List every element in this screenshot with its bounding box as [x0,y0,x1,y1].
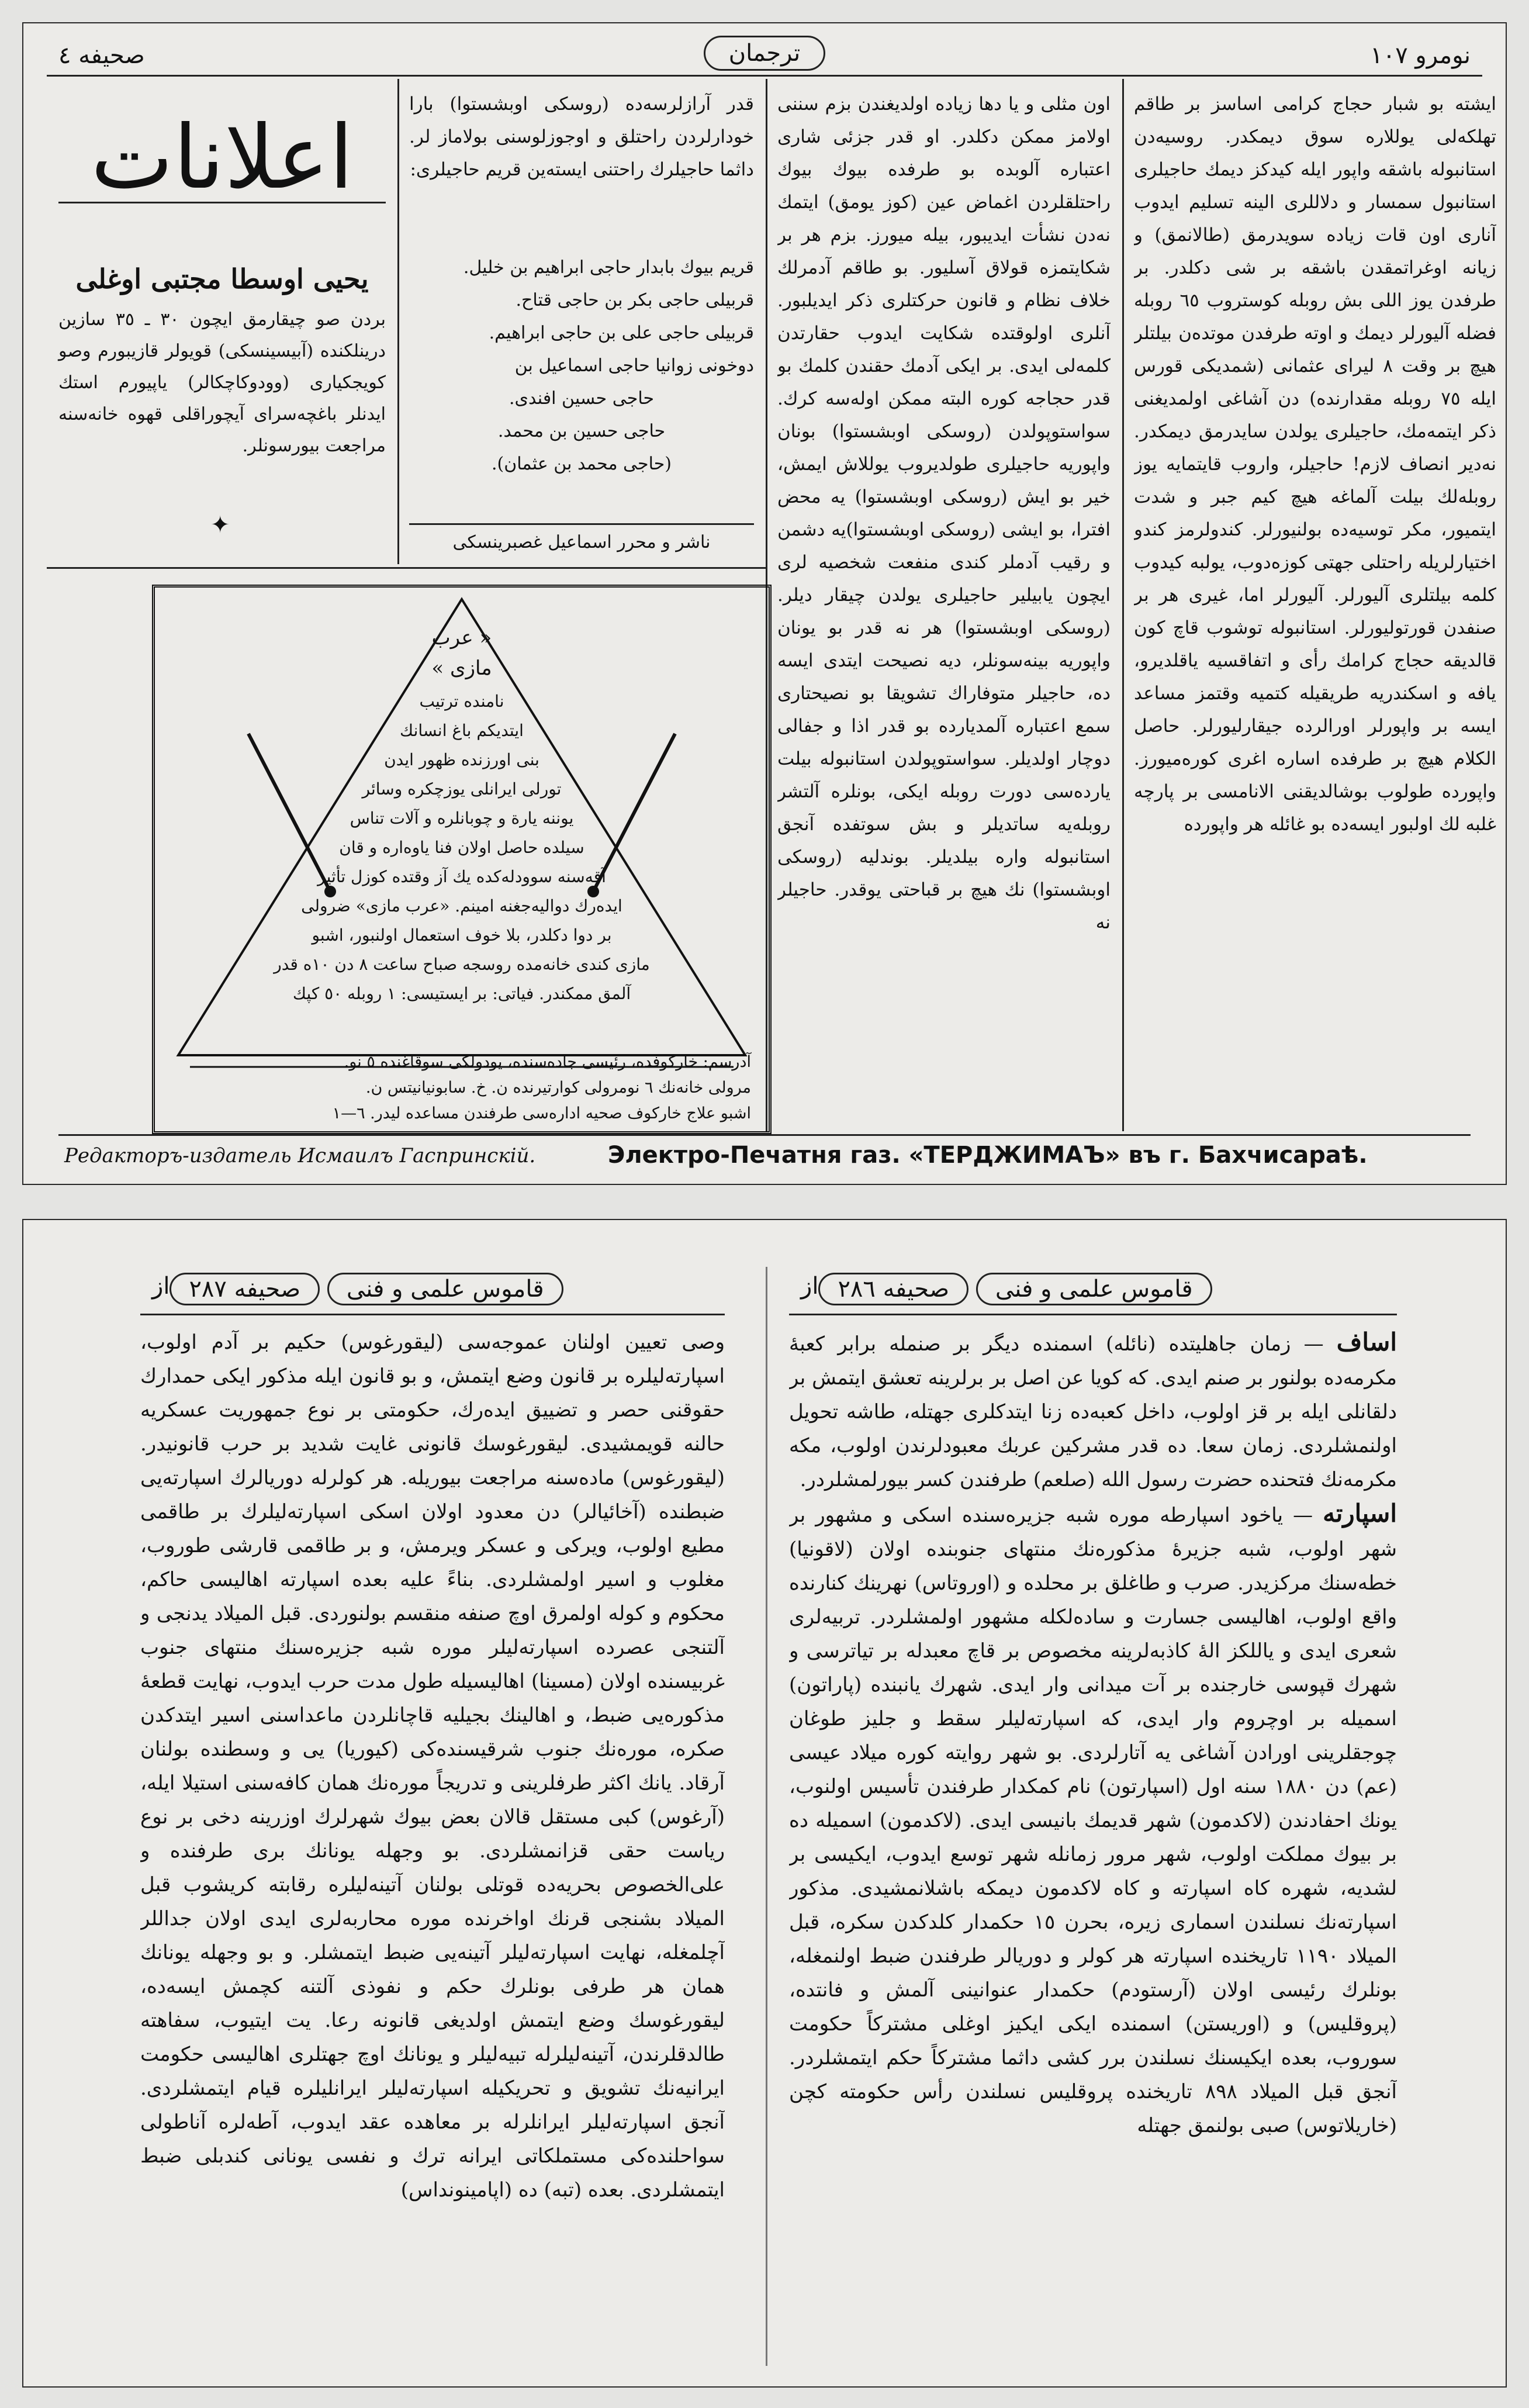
entry-text: — ياخود اسپارطه موره شبه جزيره‌سنده اسكى و مشهور بر شهر اولوب، شبه جزيرهٔ مذكوره‌نك منتهاى جنوبنده اولان (لاقونيا) خطه‌سنك مركزيدر. صرب و طاغلق بر محلده و (اوروتاس) نهرينك كنارنده واقع اولوب، اهاليسى جسارت و ساده‌لكله مشهور اولمشلردر. تربيه‌لرى شعرى ايدى و ياللكز الهٔ كاذبه‌لرينه مخصوص بر قاچ معبدله بر تياترسى و شهرك قپوسى خارجنده بر آت ميدانى وار ايدى. شهرك يانبنده (پاراتون) اسميله بر اوچروم وار ايدى، كه اسپارته‌ليلر سقط و جليز طوغان چوجقلرينى اورادن آشاغى يه آتارلردى. بو شهر روايته كوره ميلاد عيسى (عم) دن ١٨٨٠ سنه اول (اسپارتون) نام كمكدار طرفندن تأسيس اولنوب، يونك احفادندن (لاكدمون) شهر قديمك بانيسى ايدى. (لاكدمون) اسميله ده بر بيوك مملكت اولوب، شهر مرور زمانله شهر توسع ايدوب، ايكيسى بر لشديه، شهره كاه اسپارته و كاه لاكدمون ديمكه باشلانمشيدى. مذكور اسپارته‌نك نسلندن اسمارى زيره، بحرن ١٥ حكمدار كلدكدن سكره، قبل الميلاد ١١٩٠ تاريخنده اسپارته هر كولر و دوريالر طرفندن ضبط اولنمغله، بونلرك رئيسى اولان (آرستودم) حكمدار عنوانينى آلمش و فانتده، (پروقليس) و (اوريستن) اسمنده ايكى ايكيز اوغلى مشتركاً حكومت سوروب، بعده ايكيسنك نسلندن برر كشى داثما مشتركاً حكم ايتمشلردر. آنجق قبل الميلاد ٨٩٨ تاريخنده پروقليس نسلندن رأس حكومته كچن (خاريلاتوس) صبى بولنمق جهتله [789,1504,1397,2137]
signer: حاجى حسين افندى. [509,388,654,409]
page-number: صحيفه ٢٨٧ [169,1273,320,1305]
section-rule [47,567,766,569]
right-page-header [801,1273,1385,1310]
remedy-line: آقه‌سنه سوودله‌كده يك آز وقتده كوزل تأثير [317,867,606,886]
press-imprint: Электро-Печатня газ. «ТЕРДЖИМАЪ» въ г. Бахчисараѣ. [608,1142,1368,1169]
signer: قريم بيوك بابدار حاجى ابراهيم بن خليل. [463,257,754,278]
section-marker: از [801,1273,819,1300]
newspaper-page [22,22,1507,1185]
editor-imprint: Редакторъ-издатель Исмаилъ Гаспринскій. [64,1144,536,1167]
remedy-line: سيلده حاصل اولان فنا ياوه‌اره و قان [339,838,584,857]
signer: (حاجى محمد بن عثمان). [492,454,672,474]
page-number: صحيفه ٢٨٦ [818,1273,968,1305]
right-page-text [789,1325,1397,2366]
signer: حاجى حسين بن محمد. [497,421,666,441]
header-rule [140,1314,725,1315]
section-marker: از [152,1273,170,1300]
remedy-heading-line: « عرب [431,626,492,649]
remedy-line: آلمق ممكندر. فياتى: بر ايستيسى: ١ روبله ٥٠ كپك [292,984,631,1003]
ad-body: بردن صو چيقارمق ايچون ٣٠ ـ ٣٥ سازين درينلكنده (آبيسينسكى) قويولر قازيبورم وصو كويجكيارى (وودوكاچكالر) ياپيورم استك ايدنلر باغچه‌سراى آيچوراقلى قهوه خانه‌سنه مراجعت بيورسونلر. [58,309,386,456]
remedy-line: نامنده ترتيب [419,692,504,711]
remedy-line: بر دوا دكلدر، بلا خوف استعمال اولنبور، اشبو [312,925,612,945]
address-line: اشبو علاج خاركوف صحيه اداره‌سى طرفندن مساعده ليدر. ٦—١ [332,1104,751,1122]
ads-title: اعلانات [91,107,354,209]
dictionary-title: قاموس علمى و فنى [976,1273,1212,1305]
article-column-2: اون مثلى و يا دها زياده اولديغندن بزم سننى اولامز ممكن دكلدر. او قدر جزئى شارى اعتباره آلوبده بو طرفده بيوك بيوك راحتلقلردن اغماض عين (كوز يومق) ايتمك نه‌دن نشأت ايديبور، بيله ميورز. بزم هر بر شكايتمزه قولاق آسليور. بو طاقم آدمرلك خلاف نظام و قانون حركتلرى ذكر ايديلبور. آنلرى اولوقتده شكايت ايدوب حقارتدن كلمه‌لى ايدى. بر ايكى آدمك حقندن كلمك بو قدر حجاجه كوره البته ممكن اوله‌سه كرك. سواستوپولدن (روسكى اوبشستوا) بونان واپوريه حاجيلرى طولديروب يوللاش ايمش، خير بو ايش (روسكى اوبشستوا) يه محض افترا، بو ايشى (روسكى اوبشستوا)يه دشمن و رقيب آدملر كندى منفعت شخصيه لرى ايچون يابيلير حاجيلرى يولدن چيقار ديلر. (روسكى اوبشستوا) هر نه قدر بو يونان واپوريه بينه‌سونلر، ديه نصيحت ايتدى ايسه ده، حاجيلر متوفاراك تشويقا بو نصيحتارى سمع اعتباره آلمديارده بو قدر اذا و جفالى دوچار اولديلر. سواستوپولدن استانبوله بيلت يارده‌سى دورت روبله ايكى، بونلره آلتشر روبله‌يه ساتديلر و بش سوتفده آنجق استانبوله واره بيلديلر. بوندليه (روسكى اوبشستوا) نك هيچ بر قباحتى يوقدر. حاجيلر نه [777,94,1111,933]
article-column-1: ايشته بو شبار حجاج كرامى اساسز بر طاقم تهلكه‌لى يوللاره سوق ديمكدر. روسيه‌دن استانبوله باشقه واپور ايله كيدكز ديمك حاجيلرى استانبول سمسار و دلاللرى الينه تسليم ايدوب آنارى اون قات زياده سويدرمق (طالانمق) و زيانه اوغراتمقدن باشقه بر شى دكلدر. بر طرفدن يوز اللى بش روبله كوستروب ٦٥ روبله فضله آليورلر ديمك و اوته طرفدن موتده‌ن بيلتلر هيچ بر وقت ٨ ليراى عثمانى (شمديكى قورس ايله ٧٥ روبله مقدارنده) دن آشاغى اولمديغنى ذكر ايتمه‌مك، حاجيلرى يولدن سايدرمق ديمكدر. نه‌دير انصاف لازم! حاجيلر، واروب قايتمايه يوز روبله‌لك بيلت آلماغه هيچ كيم جبر و شدت ايتميور، مكر توسيه‌ده بولنيورلر. كندولرمز كندو اختيارلريله راحتلى جهتى كوزه‌دوب، يولبه كيدوب كلمه بيلتلرى آليورلر. آليورلر اما، غيرى هر بر صنفدن قورتوليورلر. استانبوله توشوب قاچ كون قالديقه حجاج كرامك رأى و اتفاقسيه ياقلديرو، يافه و اسكندريه طريقيله كتميه وقتمز مساعد ايسه بر واپورلر اورالرده جيقارليورلر. حاصل الكلام هيچ بر طرفده اساره اغرى كوره‌ميورز. واپورده طولوب بوشالديقنى الانامسى بر پارچه غلبه لك اولبور ايسه‌ده بو غائله هر واپورده [1134,94,1496,835]
column-rule [1122,79,1124,1131]
remedy-line: بنى اورزنده ظهور ايدن [384,750,539,769]
diamond-ornament-icon: ✦ [210,512,230,538]
column-rule [397,79,399,564]
remedy-ad-box [152,585,772,1134]
address-line: مرولى خانه‌نك ٦ نومرولى كوارتيرنده ن. خ. سابونيانيتس ن. [365,1079,751,1097]
advertiser-name: يحيى اوسطا مجتبى اوغلى [75,263,369,295]
dictionary-title: قاموس علمى و فنى [327,1273,563,1305]
imprint-footer [58,1134,1471,1171]
remedy-address [172,1049,751,1127]
remedy-text [219,687,704,1008]
remedy-line: ايتديكم باغ انسانك [400,721,524,740]
signers-list [409,251,754,481]
remedy-heading-line: مازى » [431,657,492,680]
remedy-line: ايده‌رك دواليه‌جغنه امينم. «عرب مازى» ضرولى [301,896,622,915]
remedy-line: مازى كندى خانه‌مده روسجه صباح ساعت ٨ دن ١٠ه قدر [274,955,650,974]
signer: قربيلى حاجى على بن حاجى ابراهيم. [489,323,754,343]
entry-text: — زمان جاهليتده (نائله) اسمنده ديگر بر صنمله برابر كعبهٔ مكرمه‌ده بولنور بر صنم ايدى. كه كويا عن اصل بر برلرينه تعشق ايتمش بر دلقانلى ايله بر قز اولوب، داخل كعبه‌ده زنا ايتدكلرى جهتله، طاشه تحويل اولنمشلردى. زمان سعا. ده قدر مشركين عربك معبودلرندن اولوب، مكه مكرمه‌نك فتحنده حضرت رسول الله (صلعم) طرفندن كسر بيورلمشلردر. [789,1332,1397,1491]
remedy-line: تورلى ايرانلى يوزچكره وسائر [362,779,562,799]
address-line: آدرسم: خاركوفده، رئيسى جاده‌سنده، يودولكى سوقاغنده ٥ نو. [344,1053,751,1071]
page-number: صحيفه ٤ [58,42,145,69]
signer: قربيلى حاجى بكر بن حاجى قتاح. [516,290,754,310]
issue-number: نومرو ١٠٧ [1370,42,1471,69]
newspaper-name: ترجمان [704,36,826,71]
publisher-line: ناشر و محرر اسماعيل غصبرينسكى [452,532,711,552]
left-page-header [152,1273,713,1310]
publisher-rule [409,523,754,525]
dictionary-spread [22,1219,1507,2388]
page-fold [766,1267,767,2366]
newspaper-header [47,34,1482,77]
entry-heading: اساف [1336,1328,1397,1356]
article-column-3: قدر آرازلرسه‌ده (روسكى اوبشستوا) بارا خودارلردن راحتلق و اوجوزلوسنى بولاماز لر. داثما حاجيلرك راحتنى ايسته‌ين قريم حاجيلرى: [409,94,754,180]
entry-heading: اسپارته [1323,1499,1397,1528]
signer: دوخونى زوانيا حاجى اسماعيل بن [514,355,754,376]
left-page-text: وصى تعيين اولنان عموجه‌سى (ليقورغوس) حكيم بر آدم اولوب، اسپارته‌ليلره بر قانون وضع ايتمش، و بو قانون ايله مذكور ايكى حمدارك حقوقنى حصر و تضييق ايده‌رك، حكومتى بر نوع جمهوريت عسكريه حالنه قويمشيدى. ليقورغوسك قانونى غايت شديد بر حرب قانونيدر. (ليقورغوس) ماده‌سنه مراجعت بيوريله. هر كولرله دوريالرك اسپارته‌يى ضبطنده (آخائيالر) دن معدود اولان اسكى اسپارته‌ليلرك بر طاقمى مطيع اولوب، ويركى و عسكر ويرمش، و بر طاقمى قارشى طوروب، مغلوب و اسير اولمشلردى. بناءً عليه بعده اسپارته اهاليسى حاكم، محكوم و كوله اولمرق اوچ صنفه منقسم بولنوردى. قبل الميلاد يدنجى و آلتنجى عصرده اسپارته‌ليلر موره شبه جزيره‌سنك منتهاى جنوب غربيسنده اولان (مسينا) اهاليسيله طول مدت حرب ايدوب، نهايت قطعهٔ مذكوره‌يى ضبط، و اهالينك بجيليه قاچانلردن ماعداسنى اسير ايتدكدن صكره، موره‌نك جنوب شرقيسنده‌كى (كيوريا) يى و وسطنده بولنان آرقاد. يانك اكثر طرفلرينى و تدريجاً موره‌نك همان كافه‌سنى استيلا ايله، (آرغوس) كبى مستقل قالان بعض بيوك شهرلرك اوزرينه دخى بر نوع رياست حقى قزانمشلردى. بو وجهله يونانك برى طرفنده و على‌الخصوص بحريه‌ده قوتلى بولنان آتينه‌ليلره رقابته كريشوب قبل الميلاد بشنجى قرنك اواخرنده موره محاربه‌لرى ايدى اولان جداللر آچلمغله، نهايت اسپارته‌ليلر آتينه‌يى ضبط ايتمشلر. و بو وجهله يونانك همان هر طرفى بونلرك حكم و نفوذى آلتنه كچمش ايسه‌ده، ليقورغوسك وضع ايتمش اولديغى قانونه رعا. يت ايتيوب، سفاهته طالدقلرندن، آتينه‌ليلرله تبيه‌ليلر و يونانك اوچ جهتلرى اهاليسى حكومت ايرانيه‌نك تشويق و تحريكيله اسپارته‌ليلر ايرانليلره قيام ايتمشلردى. آنجق اسپارته‌ليلر ايرانلرله بر معاهده عقد ايدوب، آطه‌لره آناطولى سواحلنده‌كى مستملكاتى ايرانه ترك و نفسى يونانى كندبلى ضبط ايتمشلردى. بعده (تبه) ده (اپامينونداس) [140,1331,725,2202]
header-rule [789,1314,1397,1315]
remedy-line: يوننه يارة و چوبانلره و آلات تناس [350,809,574,828]
remedy-heading [374,623,549,683]
